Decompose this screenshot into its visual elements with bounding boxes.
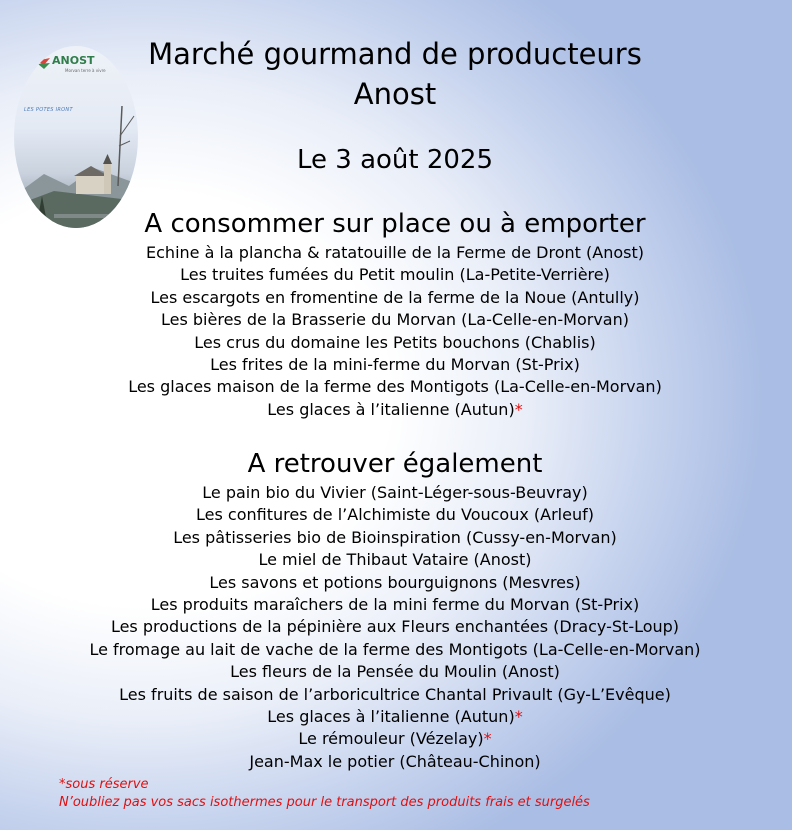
list-item — [0, 482, 790, 504]
section-on-site-heading: A consommer sur place ou à emporter — [144, 209, 646, 239]
list-item — [0, 309, 790, 331]
item-text: Les savons et potions bourguignons (Mesvres) — [209, 572, 581, 592]
logo-tagline-small: Morvan terre à vivre — [65, 68, 106, 73]
list-item — [0, 332, 790, 354]
asterisk: * — [514, 706, 523, 726]
item-text: Le rémouleur (Vézelay) — [298, 729, 484, 749]
item-text: Le miel de Thibaut Vataire (Anost) — [258, 550, 532, 570]
item-text: Les glaces à l’italienne (Autun) — [267, 706, 515, 726]
item-text: Les escargots en fromentine de la ferme de la Noue (Antully) — [150, 287, 640, 307]
list-item — [0, 594, 790, 616]
item-text: Les fleurs de la Pensée du Moulin (Anost) — [230, 662, 560, 682]
item-text: Le fromage au lait de vache de la ferme des Montigots (La-Celle-en-Morvan) — [89, 639, 701, 659]
list-item — [0, 376, 790, 398]
list-item — [0, 504, 790, 526]
list-item — [0, 684, 790, 706]
list-item — [0, 661, 790, 683]
section-also-heading: A retrouver également — [247, 449, 543, 479]
asterisk: * — [483, 729, 492, 749]
item-text: Echine à la plancha & ratatouille de la Ferme de Dront (Anost) — [146, 243, 644, 262]
list-item — [0, 572, 790, 594]
list-item — [0, 287, 790, 309]
logo-wordmark: ANOST — [52, 54, 95, 67]
reserve-note: *sous réserve — [59, 777, 149, 792]
title-line-2: Anost — [353, 77, 437, 111]
list-item — [0, 616, 790, 638]
list-item — [0, 706, 790, 728]
item-text: Les frites de la mini-ferme du Morvan (St-Prix) — [210, 354, 580, 374]
item-text: Les fruits de saison de l’arboricultrice Chantal Privault (Gy-L’Evêque) — [119, 684, 671, 704]
list-item — [0, 728, 790, 750]
item-text: Les truites fumées du Petit moulin (La-Petite-Verrière) — [180, 265, 610, 285]
title-line-1: Marché gourmand de producteurs — [148, 37, 642, 71]
item-text: Les confitures de l’Alchimiste du Voucoux (Arleuf) — [196, 505, 594, 525]
also-producer-list — [0, 482, 790, 773]
logo-tagline: LES POTES IRONT — [24, 107, 73, 113]
reminder-note: N’oubliez pas vos sacs isothermes pour le transport des produits frais et surgelés — [59, 795, 590, 810]
list-item — [0, 527, 790, 549]
list-item — [0, 354, 790, 376]
event-date: Le 3 août 2025 — [296, 145, 494, 175]
list-item — [0, 264, 790, 286]
list-item — [0, 399, 790, 421]
list-item — [0, 751, 790, 773]
item-text: Les crus du domaine les Petits bouchons (Chablis) — [194, 332, 596, 352]
item-text: Les glaces à l’italienne (Autun) — [267, 399, 515, 419]
on-site-producer-list — [0, 242, 790, 421]
item-text: Les glaces maison de la ferme des Montigots (La-Celle-en-Morvan) — [128, 377, 662, 397]
asterisk: * — [514, 399, 523, 419]
item-text: Les pâtisseries bio de Bioinspiration (Cussy-en-Morvan) — [173, 527, 617, 547]
list-item — [0, 639, 790, 661]
page-title — [0, 34, 790, 114]
list-item — [0, 549, 790, 571]
item-text: Les productions de la pépinière aux Fleurs enchantées (Dracy-St-Loup) — [110, 617, 680, 637]
item-text: Jean-Max le potier (Château-Chinon) — [249, 751, 541, 771]
list-item — [0, 242, 790, 264]
item-text: Les bières de la Brasserie du Morvan (La-Celle-en-Morvan) — [161, 310, 629, 330]
item-text: Les produits maraîchers de la mini ferme du Morvan (St-Prix) — [150, 594, 640, 614]
item-text: Le pain bio du Vivier (Saint-Léger-sous-Beuvray) — [202, 483, 588, 502]
